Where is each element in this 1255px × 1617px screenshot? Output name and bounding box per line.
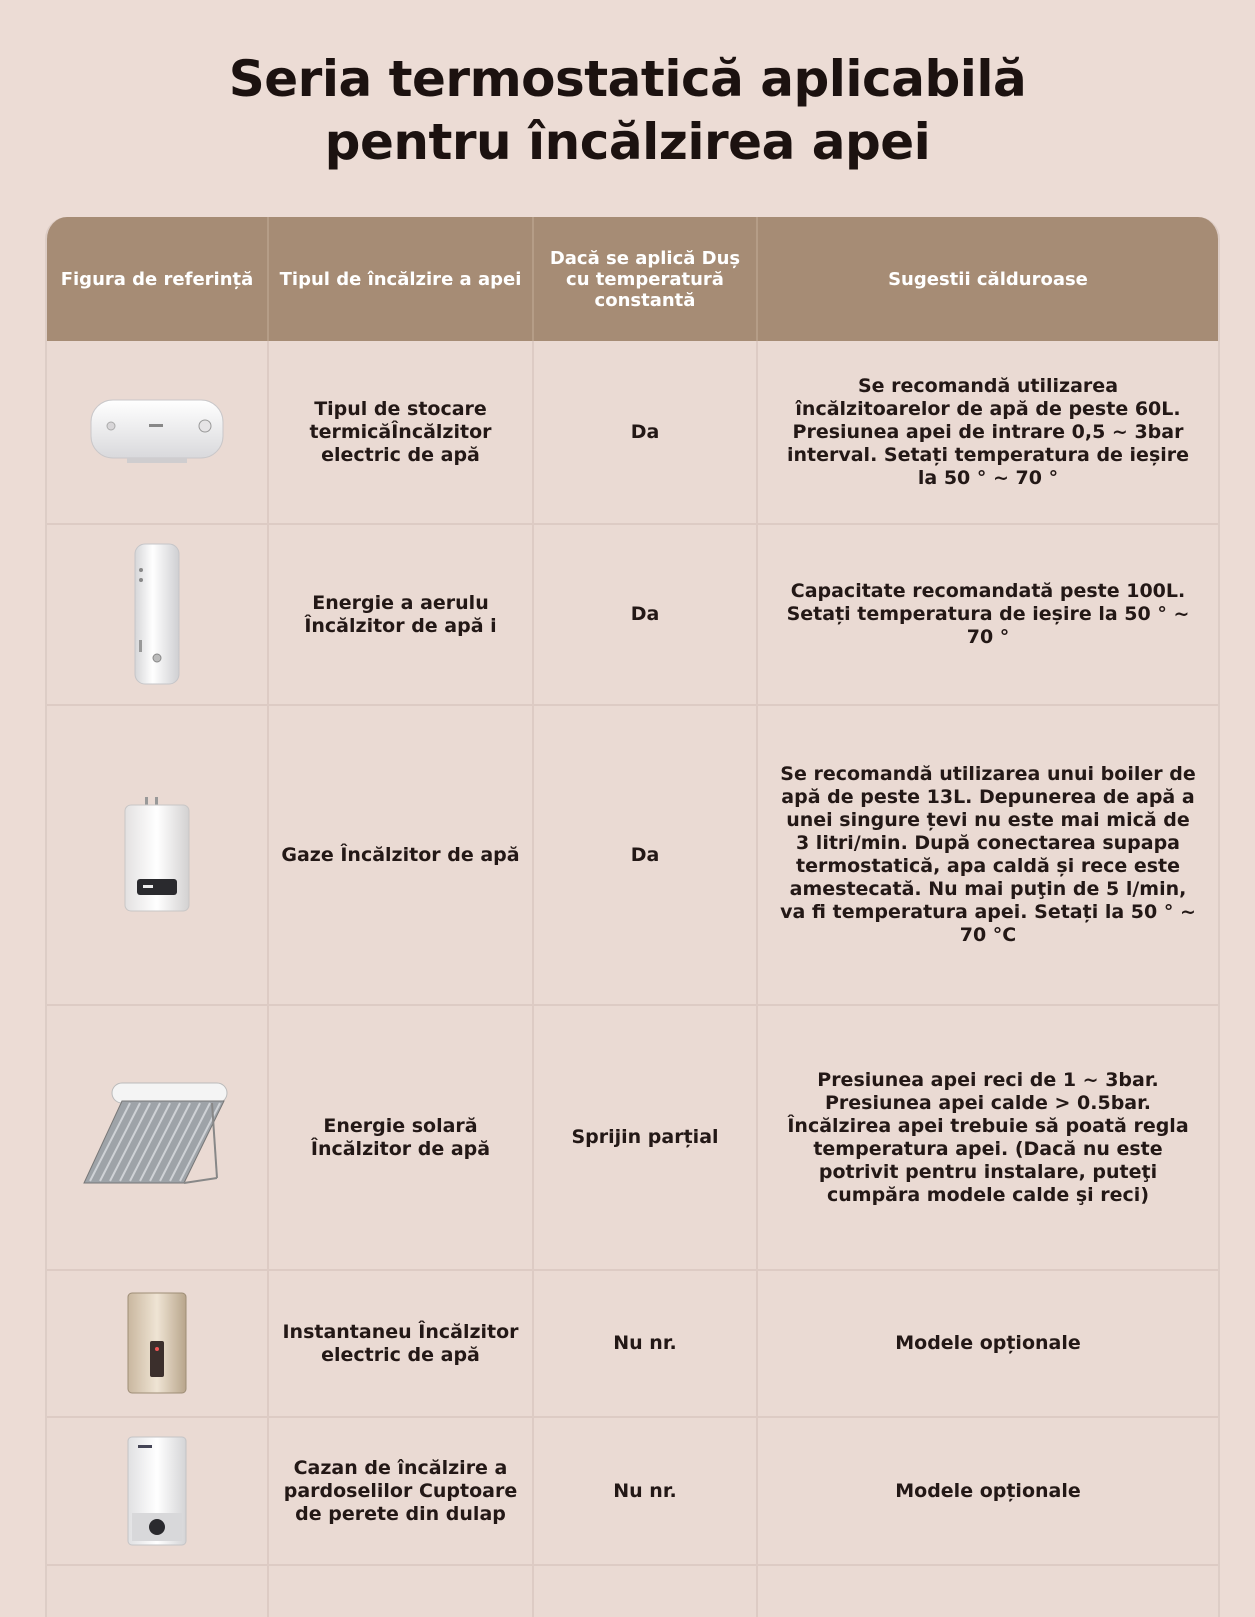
applicable-cell: Da <box>534 341 758 523</box>
table-row <box>47 1418 1218 1566</box>
title-line-2: pentru încălzirea apei <box>324 113 931 171</box>
table-row <box>47 525 1218 706</box>
heating-type-cell: Energie solară Încălzitor de apă <box>269 1006 534 1269</box>
table-header-row <box>47 217 1218 341</box>
applicable-cell: Nu nr. <box>534 1418 758 1564</box>
page-title <box>0 48 1255 174</box>
empty-cell <box>534 1566 758 1617</box>
reference-figure-cell <box>47 1006 269 1269</box>
table-row <box>47 706 1218 1006</box>
header-constant-temp-shower: Dacă se aplică Duș cu temperatură constantă <box>534 217 758 341</box>
suggestion-cell: Presiunea apei reci de 1 ~ 3bar. Presiunea apei calde > 0.5bar. Încălzirea apei trebuie să poată regla temperatura apei. (Dacă nu este potrivit pentru instalare, puteţi cumpăra modele calde şi reci) <box>787 1068 1189 1206</box>
reference-figure-cell <box>47 341 269 523</box>
table-row <box>47 341 1218 525</box>
suggestion-cell: Se recomandă utilizarea încălzitoarelor de apă de peste 60L. Presiunea apei de intrare 0,5 ~ 3bar interval. Setați temperatura de ieșire la 50 ° ~ 70 ° <box>786 374 1190 489</box>
suggestion-cell: Modele opționale <box>895 1332 1081 1354</box>
suggestion-cell: Capacitate recomandată peste 100L. Setați temperatura de ieșire la 50 ° ~ 70 ° <box>786 580 1190 648</box>
wall-boiler-icon <box>122 1433 192 1549</box>
applicable-cell: Da <box>534 706 758 1004</box>
table-row-partial <box>47 1566 1218 1617</box>
applicable-cell: Nu nr. <box>534 1271 758 1416</box>
header-warm-suggestions: Sugestii călduroase <box>888 268 1088 290</box>
empty-cell <box>47 1566 269 1617</box>
header-reference-figure: Figura de referință <box>47 217 269 341</box>
heating-type-cell: Tipul de stocare termicăÎncălzitor electric de apă <box>269 341 534 523</box>
suggestion-cell: Se recomandă utilizarea unui boiler de apă de peste 13L. Depunerea de apă a unei singure țevi nu este mai mică de 3 litri/min. După conectarea supapa termostatică, apa caldă și rece este amestecată. Nu mai puţin de 5 l/min, va fi temperatura apei. Setați la 50 ° ~ 70 °C <box>780 763 1196 946</box>
reference-figure-cell <box>47 1418 269 1564</box>
table-row <box>47 1006 1218 1271</box>
heating-type-cell: Cazan de încălzire a pardoselilor Cuptoare de perete din dulap <box>269 1418 534 1564</box>
horizontal-electric-water-heater-icon <box>87 392 227 472</box>
empty-cell <box>758 1566 1218 1617</box>
gas-water-heater-icon <box>117 795 197 915</box>
air-energy-water-heater-icon <box>127 540 187 690</box>
applicable-cell: Sprijin parțial <box>534 1006 758 1269</box>
reference-figure-cell <box>47 525 269 704</box>
heating-type-cell: Energie a aerulu Încălzitor de apă i <box>269 525 534 704</box>
heating-type-cell: Gaze Încălzitor de apă <box>269 706 534 1004</box>
instant-electric-water-heater-icon <box>122 1289 192 1399</box>
suggestion-cell: Modele opționale <box>895 1479 1081 1502</box>
reference-figure-cell <box>47 1271 269 1416</box>
water-heater-table <box>45 217 1220 1617</box>
header-heating-type: Tipul de încălzire a apei <box>269 217 534 341</box>
title-line-1: Seria termostatică aplicabilă <box>228 50 1027 108</box>
heating-type-cell: Instantaneu Încălzitor electric de apă <box>269 1271 534 1416</box>
applicable-cell: Da <box>534 525 758 704</box>
table-row <box>47 1271 1218 1418</box>
reference-figure-cell <box>47 706 269 1004</box>
empty-cell <box>269 1566 534 1617</box>
solar-water-heater-icon <box>82 1073 232 1203</box>
